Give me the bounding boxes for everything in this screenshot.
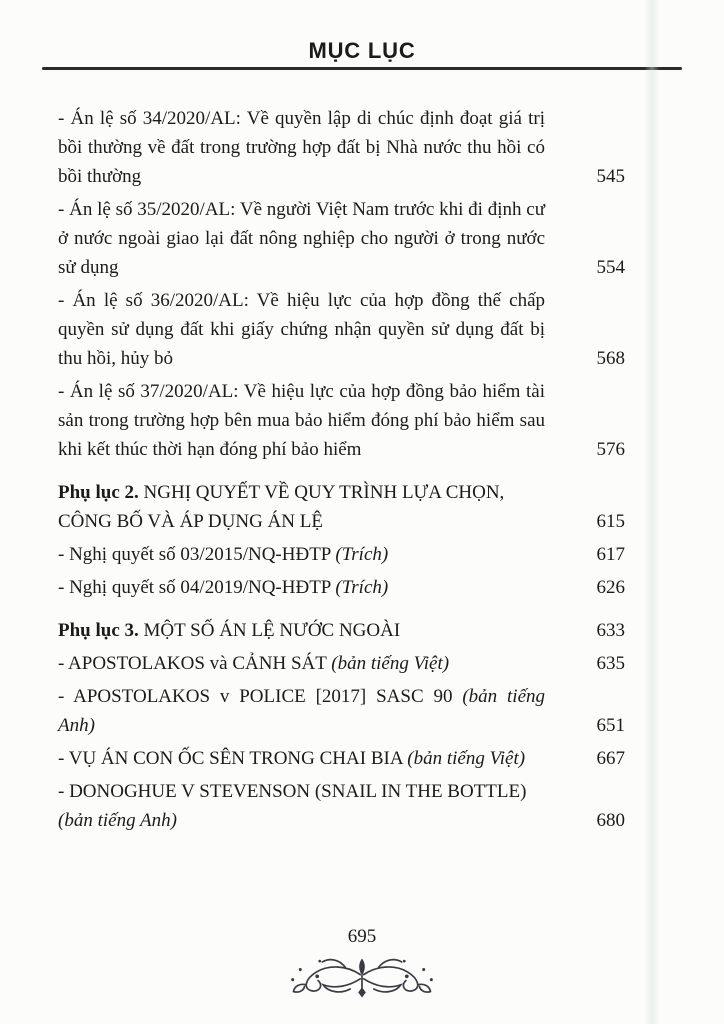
toc-entry-text-part: MỘT SỐ ÁN LỆ NƯỚC NGOÀI [143,619,401,641]
toc-entry-page-number: 545 [596,165,625,187]
toc-entry-page-number: 568 [596,347,625,369]
toc-entry-page-number: 680 [596,809,625,831]
toc-entry-text-part: - VỤ ÁN CON ỐC SÊN TRONG CHAI BIA [58,747,408,769]
toc-entry-page-number: 617 [596,543,625,565]
toc-entry-page-number: 615 [596,510,625,532]
page-number: 695 [347,926,377,947]
toc-entry-page-number: 576 [596,438,625,460]
toc-entry-page-number: 635 [596,652,625,674]
toc-entry-text [58,377,545,464]
toc-entry [58,478,625,536]
toc-entry-text-part: - Án lệ số 37/2020/AL: Về hiệu lực của hợp đồng bảo hiểm tài sản trong trường hợp bên mua bảo hiểm đóng phí bảo hiểm sau khi kết thúc thời hạn đóng phí bảo hiểm [58,380,545,460]
toc-entry-text-part: (bản tiếng Việt) [407,747,526,769]
page-title: MỤC LỤC [308,38,416,63]
page-footer [0,925,724,1007]
toc-entry-text [58,195,545,282]
toc-entry-text [58,744,545,773]
header-rule [42,67,682,70]
toc-entry-page-number: 626 [596,576,625,598]
toc-entry-text-part: - APOSTOLAKOS và CẢNH SÁT [58,652,332,674]
toc-entry-text-part: (Trích) [335,576,389,598]
toc-entry-page-number: 633 [596,619,625,641]
toc-entry [58,286,625,373]
toc-entry-text [58,104,545,191]
toc-entry-text-part: - APOSTOLAKOS v POLICE [2017] SASC 90 [58,685,463,707]
toc-entry-text-part: NGHỊ QUYẾT VỀ QUY TRÌNH LỰA CHỌN, [143,481,505,503]
toc-entry-text-part: - Án lệ số 36/2020/AL: Về hiệu lực của hợp đồng thế chấp quyền sử dụng đất khi giấy chứng nhận quyền sử dụng đất bị thu hồi, hủy bỏ [58,289,545,369]
toc-entry-text-part: (bản tiếng Anh) [58,685,545,736]
toc-entry [58,649,625,678]
toc-entry-page-number: 554 [596,256,625,278]
toc-entry-text-part: (bản tiếng Việt) [331,652,450,674]
toc-entry [58,104,625,191]
toc-entry [58,682,625,740]
toc-entry-page-number: 651 [596,714,625,736]
toc-entry [58,616,625,645]
toc-entry-text-part: - Án lệ số 35/2020/AL: Về người Việt Nam trước khi đi định cư ở nước ngoài giao lại đất nông nghiệp cho người ở trong nước sử dụng [58,198,545,278]
toc-entry-text-part: Phụ lục 2. [58,481,144,503]
toc-entry-text [58,616,545,645]
toc-list [58,104,625,835]
toc-entry-text [58,682,545,740]
toc-entry-text-part: (bản tiếng Anh) [58,809,177,831]
toc-entry-text-part: - Nghị quyết số 03/2015/NQ-HĐTP [58,543,336,565]
toc-entry-text-part: - Nghị quyết số 04/2019/NQ-HĐTP [58,576,336,598]
toc-entry-text-part: - Án lệ số 34/2020/AL: Về quyền lập di chúc định đoạt giá trị bồi thường về đất trong trường hợp đất bị Nhà nước thu hồi có bồi thường [58,107,545,187]
page-edge-shading [644,0,660,1024]
toc-entry [58,195,625,282]
toc-entry-text [58,777,545,835]
toc-entry-text-part: (Trích) [335,543,389,565]
flourish-ornament-icon [269,954,455,1002]
toc-entry-text-part: Phụ lục 3. [58,619,144,641]
toc-entry-text [58,286,545,373]
toc-entry-text-part: CÔNG BỐ VÀ ÁP DỤNG ÁN LỆ [58,510,323,532]
toc-entry [58,540,625,569]
toc-entry-text [58,649,545,678]
toc-entry-text-part: - DONOGHUE V STEVENSON (SNAIL IN THE BOTTLE) [58,780,527,802]
page-header [0,0,724,70]
toc-entry-text [58,478,545,536]
toc-entry-text [58,573,545,602]
toc-entry-text [58,540,545,569]
toc-entry-page-number: 667 [596,747,625,769]
toc-entry [58,777,625,835]
toc-entry [58,573,625,602]
toc-entry [58,377,625,464]
toc-entry [58,744,625,773]
